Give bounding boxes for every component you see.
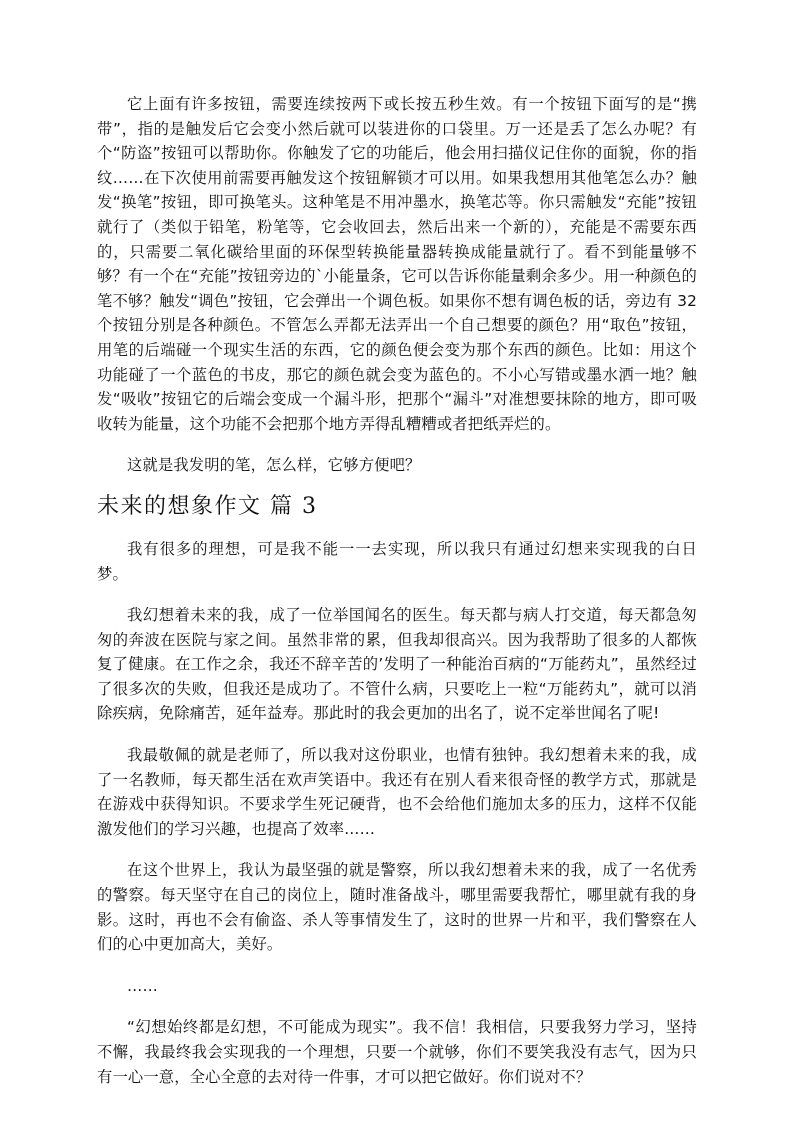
section-title: 未来的想象作文 篇 3 xyxy=(97,493,318,519)
paragraph: 我有很多的理想，可是我不能一一去实现，所以我只有通过幻想来实现我的白日梦。 xyxy=(97,539,697,583)
document-page xyxy=(97,92,697,1089)
paragraph: 我幻想着未来的我，成了一位举国闻名的医生。每天都与病人打交道，每天都急匆匆的奔波在医院与家之间。虽然非常的累，但我却很高兴。因为我帮助了很多的人都恢复了健康。在工作之余，我还不辞辛苦的’发明了一种能治百病的“万能药丸”，虽然经过了很多次的失败，但我还是成功了。不管什么病，只要吃上一粒“万能药丸”，就可以消除疾病，免除痛苦，延年益寿。那此时的我会更加的出名了，说不定举世闻名了呢! xyxy=(97,606,697,723)
ellipsis-paragraph: …… xyxy=(127,976,158,995)
paragraph: 这就是我发明的笔，怎么样，它够方便吧？ xyxy=(127,456,421,475)
paragraph: 它上面有许多按钮，需要连续按两下或长按五秒生效。有一个按钮下面写的是“携带”，指的是触发后它会变小然后就可以装进你的口袋里。万一还是丢了怎么办呢？有个“防盗”按钮可以帮助你。你触发了它的功能后，他会用扫描仪记住你的面貌，你的指纹……在下次使用前需要再触发这个按钮解锁才可以用。如果我想用其他笔怎么办？触发“换笔”按钮，即可换笔头。这种笔是不用冲墨水，换笔芯等。你只需触发“充能”按钮就行了（类似于铅笔，粉笔等，它会收回去，然后出来一个新的），充能是不需要东西的，只需要二氧化碳给里面的环保型转换能量器转换成能量就行了。看不到能量够不够？有一个在“充能”按钮旁边的`小能量条，它可以告诉你能量剩余多少。用一种颜色的笔不够？触发“调色”按钮，它会弹出一个调色板。如果你不想有调色板的话，旁边有 32 个按钮分别是各种颜色。不管怎么弄都无法弄出一个自己想要的颜色？用“取色”按钮，用笔的后端碰一个现实生活的东西，它的颜色便会变为那个东西的颜色。比如：用这个功能碰了一个蓝色的书皮，那它的颜色就会变为蓝色的。不小心写错或墨水洒一地？触发“吸收”按钮它的后端会变成一个漏斗形，把那个“漏斗”对准想要抹除的地方，即可吸收转为能量，这个功能不会把那个地方弄得乱糟糟或者把纸弄烂的。 xyxy=(97,95,697,433)
paragraph: “幻想始终都是幻想，不可能成为现实”。我不信！我相信，只要我努力学习，坚持不懈，我最终我会实现我的一个理想，只要一个就够，你们不要笑我没有志气，因为只有一心一意，全心全意的去对待一件事，才可以把它做好。你们说对不？ xyxy=(97,1018,697,1086)
paragraph: 我最敬佩的就是老师了，所以我对这份职业，也情有独钟。我幻想着未来的我，成了一名教师，每天都生活在欢声笑语中。我还有在别人看来很奇怪的教学方式，那就是在游戏中获得知识。不要求学生死记硬背，也不会给他们施加太多的压力，这样不仅能激发他们的学习兴趣，也提高了效率…… xyxy=(97,746,697,838)
paragraph: 在这个世界上，我认为最坚强的就是警察，所以我幻想着未来的我，成了一名优秀的警察。每天坚守在自己的岗位上，随时准备战斗，哪里需要我帮忙，哪里就有我的身影。这时，再也不会有偷盗、杀人等事情发生了，这时的世界一片和平，我们警察在人们的心中更加高大，美好。 xyxy=(97,861,697,954)
